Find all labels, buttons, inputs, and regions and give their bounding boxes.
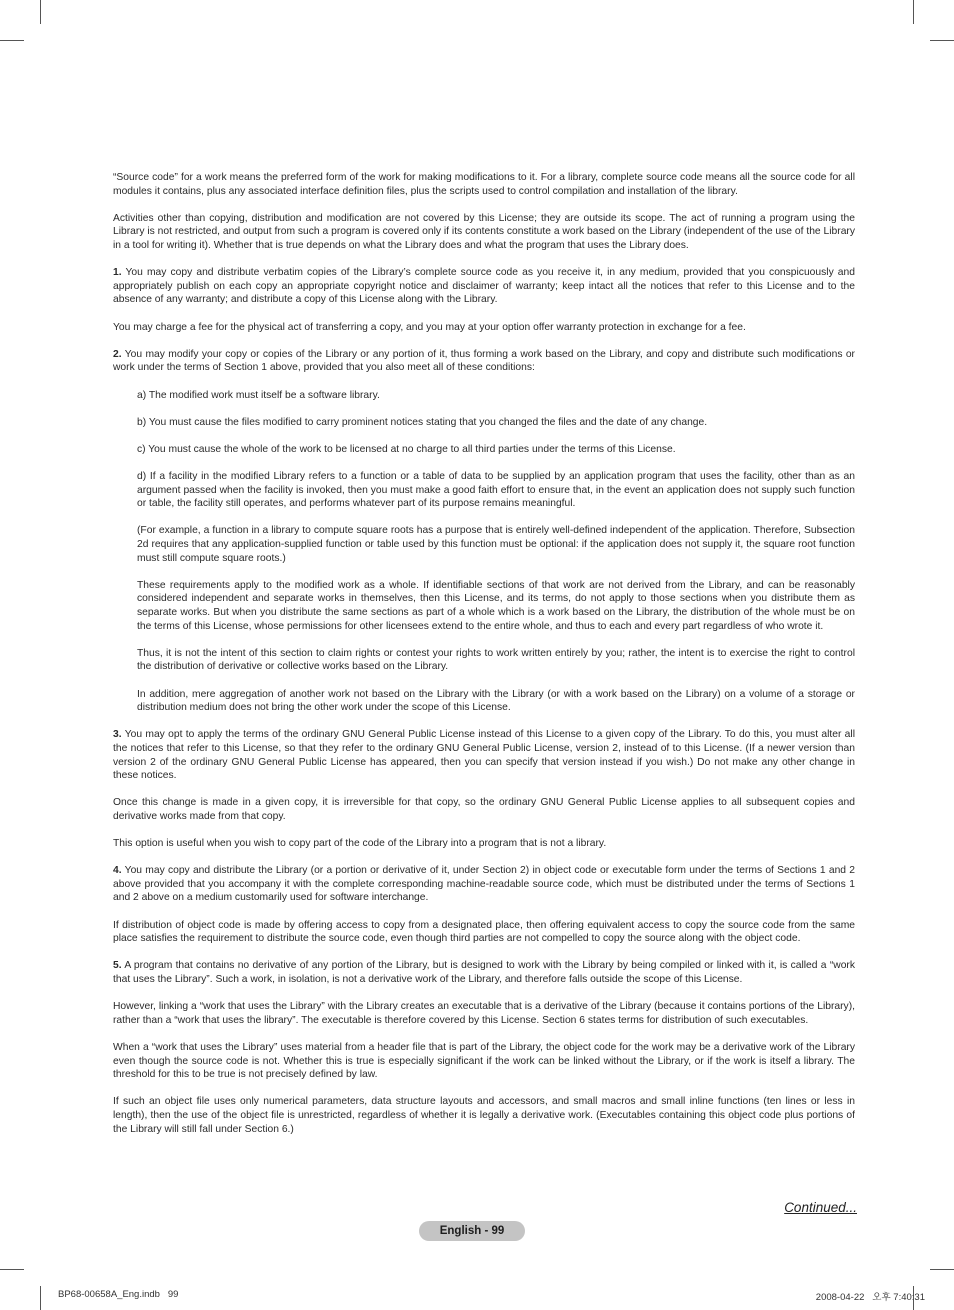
continued-label: Continued... (784, 1200, 857, 1215)
paragraph: You may charge a fee for the physical act of transferring a copy, and you may at your option offer warranty protection in exchange for a fee. (113, 321, 746, 333)
paragraph: Activities other than copying, distribution and modification are not covered by this License; they are outside its scope. The act of running a program using the Library is not restricted, and output from such a program is covered only if its contents constitute a work based on the Library (independent of the use of the Library in a tool for writing it). Whether that is true depends on what the Library does and what the program that uses the Library does. (113, 212, 855, 251)
paragraph: If such an object file uses only numerical parameters, data structure layouts and accessors, and small macros and small inline functions (ten lines or less in length), then the use of the object file is unrestricted, regardless of whether it is legally a derivative work. (Executables containing this object code plus portions of the Library will still fall under Section 6.) (113, 1096, 855, 1135)
paragraph: If distribution of object code is made by offering access to copy from a designated place, then offering equivalent access to copy the source code from the same place satisfies the requirement to distribute the source code, even though third parties are not compelled to copy the source along with the object code. (113, 919, 855, 945)
section-number: 2. (113, 348, 122, 360)
section-3 (113, 728, 855, 782)
section-text: You may copy and distribute the Library (or a portion or derivative of it, under Section 2) in object code or executable form under the terms of Sections 1 and 2 above provided that you accompany it with the complete corresponding machine-readable source code, which must be distributed under the terms of Sections 1 and 2 above on a medium customarily used for software interchange. (113, 865, 855, 904)
print-timestamp: 2008-04-22 오후 7:40:31 (815, 1292, 925, 1303)
section-number: 3. (113, 729, 122, 741)
section-number: 5. (113, 960, 122, 972)
section-5 (113, 959, 855, 986)
crop-mark (930, 40, 954, 41)
condition-d: d) If a facility in the modified Library refers to a function or a table of data to be supplied by an application program that uses the facility, other than as an argument passed when the facility is invoked, then you must make a good faith effort to ensure that, in the event an application does not supply such function or table, the facility still operates, and performs whatever part of its purpose remains meaningful. (137, 471, 855, 510)
section-text: You may copy and distribute verbatim copies of the Library’s complete source code as you receive it, in any medium, provided that you conspicuously and appropriately publish on each copy an appropriate copyright notice and disclaimer of warranty; keep intact all the notices that refer to this License and to the absence of any warranty; and distribute a copy of this License along with the Library. (113, 267, 855, 306)
section-1 (113, 266, 855, 307)
condition-c: c) You must cause the whole of the work to be licensed at no charge to all third parties under the terms of this License. (137, 443, 676, 455)
paragraph: Once this change is made in a given copy, it is irreversible for that copy, so the ordinary GNU General Public License applies to all subsequent copies and derivative works made from that copy. (113, 797, 855, 822)
section-2 (113, 348, 855, 375)
paragraph: This option is useful when you wish to copy part of the code of the Library into a program that is not a library. (113, 838, 607, 850)
section-4 (113, 864, 855, 905)
section-text: You may modify your copy or copies of the Library or any portion of it, thus forming a work based on the Library, and copy and distribute such modifications or work under the terms of Section 1 above, provided that you also meet all of these conditions: (113, 348, 855, 374)
paragraph: These requirements apply to the modified work as a whole. If identifiable sections of that work are not derived from the Library, and can be reasonably considered independent and separate works in themselves, then this License, and its terms, do not apply to those sections when you distribute them as separate works. But when you distribute the same sections as part of a whole which is a work based on the Library, the distribution of the whole must be on the terms of this License, whose permissions for other licensees extend to the entire whole, and thus to each and every part regardless of who wrote it. (137, 579, 855, 632)
condition-b: b) You must cause the files modified to carry prominent notices stating that you changed the files and the date of any change. (137, 416, 708, 428)
crop-mark (0, 40, 24, 41)
paragraph: When a “work that uses the Library” uses material from a header file that is part of the Library, the object code for the work may be a derivative work of the Library even though the source code is not. Whether this is true is especially significant if the work can be linked without the Library, or if the work is itself a library. The threshold for this to be true is not precisely defined by law. (113, 1042, 855, 1081)
section-number: 1. (113, 267, 122, 279)
page-number-badge: English - 99 (419, 1221, 525, 1241)
condition-a: a) The modified work must itself be a software library. (137, 389, 380, 401)
paragraph: In addition, mere aggregation of another work not based on the Library with the Library (or with a work based on the Library) on a volume of a storage or distribution medium does not bring the other work under the scope of this License. (137, 688, 855, 714)
crop-mark (930, 1269, 954, 1270)
section-number: 4. (113, 865, 122, 877)
print-file-info: BP68-00658A_Eng.indb 99 (58, 1289, 179, 1300)
paragraph: “Source code” for a work means the preferred form of the work for making modifications to it. For a library, complete source code means all the source code for all modules it contains, plus any associated interface definition files, plus the scripts used to control compilation and installation of the library. (113, 172, 855, 197)
paragraph: However, linking a “work that uses the Library” with the Library creates an executable that is a derivative of the Library (because it contains portions of the Library), rather than a “work that uses the library”. The executable is therefore covered by this License. Section 6 states terms for distribution of such executables. (113, 1001, 855, 1026)
condition-d-example: (For example, a function in a library to compute square roots has a purpose that is entirely well-defined independent of the application. Therefore, Subsection 2d requires that any application-supplied function or table used by this function must be optional: if the application does not supply it, the square root function must still compute square roots.) (137, 525, 855, 564)
crop-mark (40, 1286, 41, 1310)
paragraph: Thus, it is not the intent of this section to claim rights or contest your rights to work written entirely by you; rather, the intent is to exercise the right to control the distribution of derivative or collective works based on the Library. (137, 647, 855, 673)
crop-mark (0, 1269, 24, 1270)
crop-mark (40, 0, 41, 24)
section-text: You may opt to apply the terms of the ordinary GNU General Public License instead of this License to a given copy of the Library. To do this, you must alter all the notices that refer to this License, so that they refer to the ordinary GNU General Public License, version 2, instead of to this License. (If a newer version than version 2 of the ordinary GNU General Public License has appeared, then you can specify that version instead if you wish.) Do not make any other change in these notices. (113, 729, 855, 782)
section-text: A program that contains no derivative of any portion of the Library, but is designed to work with the Library by being compiled or linked with it, is called a “work that uses the Library”. Such a work, in isolation, is not a derivative work of the Library, and therefore falls outside the scope of this License. (113, 960, 855, 986)
crop-mark (913, 0, 914, 24)
license-text (113, 171, 855, 1150)
